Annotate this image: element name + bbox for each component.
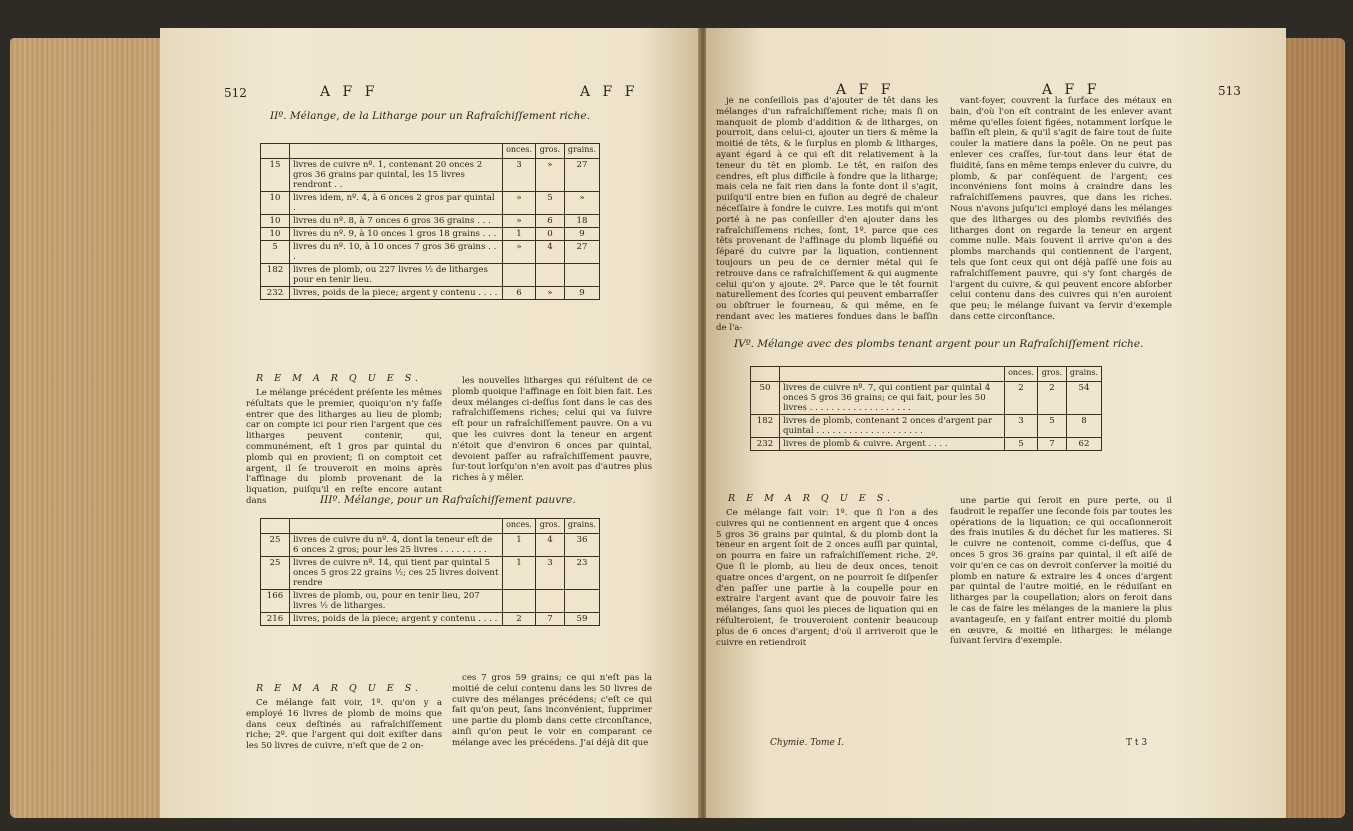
section-title: IVº. Mélange avec des plombs tenant argent pour un Rafraîchiſſement riche. [734, 338, 1144, 350]
body-text-col2: vant-foyer, couvrent la ſurface des métaux en bain, d'où l'on eſt contraint de les enlever avant même qu'elles ſoient figées, notamment lorſque le baſſin eſt plein, & qu'il s'agit de faire tout de ſuite couler la matiere dans la poêle. On ne peut pas enlever ces craſſes, ſur-tout dans leur état de fluidité, ſans en même temps enlever du cuivre, du plomb, & par conſéquent de l'argent; ces inconvéniens ſont moins à craindre dans les rafraîchiſſemens pauvres, que dans les riches. Nous n'avons juſqu'ici employé dans les mélanges que des litharges ou des plombs revivifiés des litharges dont on regarde la teneur en argent comme nulle. Mais ſouvent il arrive qu'on a des plombs marchands qui contiennent de l'argent, tels que ſont ceux qui ont déjà paſſé une fois au rafraîchiſſement pauvre, qui s'y ſont chargés de l'argent du cuivre, & qui peuvent encore abſorber celui contenu dans des cuivres qui n'en auroient que peu; le mélange ſuivant va ſervir d'exemple dans cette circonſtance. [950, 96, 1172, 322]
table-total-row: 232 livres, poids de la piece; argent y contenu . . . . 6 » 9 [261, 287, 600, 300]
table-row: 5 livres du nº. 10, à 10 onces 7 gros 36 grains . . . » 4 27 [261, 241, 600, 264]
footer-signature: Chymie. Tome I. [770, 738, 845, 748]
table-row: 15 livres de cuivre nº. 1, contenant 20 onces 2 gros 36 grains par quintal, les 15 livres rendront . . 3 » 27 [261, 159, 600, 192]
table-row: 10 livres du nº. 8, à 7 onces 6 gros 36 grains . . . » 6 18 [261, 215, 600, 228]
left-page [160, 28, 702, 818]
table-row: 182 livres de plomb, ou 227 livres ½ de litharges pour en tenir lieu. [261, 264, 600, 287]
running-header-right: A F F [1042, 82, 1101, 98]
page-number: 513 [1218, 84, 1241, 98]
table-row: 166 livres de plomb, ou, pour en tenir lieu, 207 livres ½ de litharges. [261, 590, 600, 613]
table-total-row: 216 livres, poids de la piece; argent y contenu . . . . 2 7 59 [261, 613, 600, 626]
remarques-text-col2: les nouvelles litharges qui réſultent de ce plomb quoique l'affinage en ſoit bien fait. Les deux mélanges ci-deſſus ſont dans le cas des rafraîchiſſemens riches; celui qui va ſuivre eſt pour un rafraîchiſſement pauvre. On a vu que les cuivres dont la teneur en argent n'étoit que d'environ 6 onces par quintal, devoient paſſer au rafraîchiſſement pauvre, ſur-tout lorſqu'on n'en avoit pas d'autres plus riches à y mêler. [452, 376, 652, 484]
page-edges-right [1285, 38, 1345, 818]
section-title: IIIº. Mélange, pour un Rafraîchiſſement pauvre. [320, 494, 576, 506]
page-edges-left [10, 38, 160, 818]
table-total-row: 232 livres de plomb & cuivre. Argent . . . . 5 7 62 [751, 438, 1102, 451]
remarques-heading: R E M A R Q U E S. [256, 373, 422, 384]
table-row: 10 livres du nº. 9, à 10 onces 1 gros 18 grains . . . 1 0 9 [261, 228, 600, 241]
signature-mark: T t 3 [1126, 738, 1148, 748]
table-row: 50 livres de cuivre nº. 7, qui contient par quintal 4 onces 5 gros 36 grains; ce qui fait, pour les 50 livres . . . . . . . . . . . . . . . . . . . 2 2 54 [751, 382, 1102, 415]
remarques-text-col1: Ce mélange fait voir, 1º. qu'on y a employé 16 livres de plomb de moins que dans ceux deſtinés au rafraîchiſſement riche; 2º. que l'argent qui doit exiſter dans les 50 livres de cuivre, n'eſt que de 2 on- [246, 698, 442, 752]
table-row: 10 livres idem, nº. 4, à 6 onces 2 gros par quintal . » 5 » [261, 192, 600, 215]
table-row: 182 livres de plomb, contenant 2 onces d'argent par quintal . . . . . . . . . . . . . . . . . . . . 3 5 8 [751, 415, 1102, 438]
body-text-col1: je ne conſeillois pas d'ajouter de têt dans les mélanges d'un rafraîchiſſement riche; mais ſi on manquoit de plomb d'addition & de litharges, on pourroit, dans celui-ci, ajouter un tiers & même la moitié de têts, & le ſurplus en plomb & litharges, ayant égard à ce qui eſt dit relativement à la teneur du têt en plomb. Le têt, en raiſon des cendres, eſt plus difficile à fondre que la litharge; mais cela ne fait rien dans la fonte dont il s'agit, puiſqu'il entre bien en fuſion au degré de chaleur néceſſaire à fondre le cuivre. Les motifs qui m'ont porté à ne pas conſeiller d'en ajouter dans les rafraîchiſſemens riches, ſont, 1º. parce que ces têts provenant de l'affinage du plomb liquéfié ou ſéparé du cuivre par la liquation, contiennent toujours un peu de ce dernier métal qui ſe retrouve dans ce rafraîchiſſement & qui augmente celui qu'on y ajoute. 2º. Parce que le têt fournit naturellement des ſcories qui peuvent embarraſſer ou obſtruer le fourneau, & qui même, en ſe rendant avec les matieres fondues dans le baſſin de l'a- [716, 96, 938, 333]
remarques-heading: R E M A R Q U E S. [256, 683, 422, 694]
remarques-text-col2: ces 7 gros 59 grains; ce qui n'eſt pas la moitié de celui contenu dans les 50 livres de cuivre des mélanges précédens; c'eſt ce qui fait qu'on peut, ſans inconvénient, ſupprimer une partie du plomb dans cette circonſtance, ainſi qu'on peut le voir en comparant ce mélange avec les précédens. J'ai déjà dit que [452, 673, 652, 748]
table-melange-3: onces. gros. grains. 25 livres de cuivre du nº. 4, dont la teneur eſt de 6 onces 2 gros; pour les 25 livres . . . . . . . . . 1 4 36 25 livres de cuivre nº. 14, qui tient par quintal 5 onces 5 gros 22 grains ½; ces 25 livres doivent rendre 1 3 23 166 livres de plomb, ou, pour en tenir lieu, 207 livres ½ de litharges. 216 livres, poids de la piece; argent y contenu . . . . 2 7 59 [260, 518, 600, 626]
remarques-text-col1: Le mélange précédent préſente les mêmes réſultats que le premier, quoiqu'on n'y faſſe entrer que des litharges au lieu de plomb; car on compte ici pour rien l'argent que ces litharges peuvent contenir, qui, communément, eſt 1 gros par quintal du plomb qui en provient; ſi on comptoit cet argent, il ſe trouveroit en moins après l'affinage du plomb provenant de la liquation, puiſqu'il en reſte encore autant dans [246, 388, 443, 506]
section-title: IIº. Mélange, de la Litharge pour un Rafraîchiſſement riche. [270, 110, 590, 122]
page-number: 512 [224, 86, 247, 100]
table-row: 25 livres de cuivre du nº. 4, dont la teneur eſt de 6 onces 2 gros; pour les 25 livres . . . . . . . . . 1 4 36 [261, 534, 600, 557]
remarques-text-col2: une partie qui ſeroit en pure perte, ou il faudroit le repaſſer une ſeconde fois par toutes les opérations de la liquation; ce qui occaſionneroit des frais inutiles & du déchet ſur les matieres. Si le cuivre ne contenoit, comme ci-deſſus, que 4 onces 5 gros 36 grains par quintal, il eſt aiſé de voir qu'en ce cas on devroit conſerver la moitié du plomb en nature & extraire les 4 onces d'argent par quintal de l'autre moitié, en le réduiſant en litharges par la coupellation; alors on feroit dans le cas de faire les mélanges de la maniere la plus avantageuſe, en y faiſant entrer moitié du plomb en œuvre, & moitié en litharges: le mélange ſuivant ſervira d'exemple. [950, 496, 1172, 647]
table-melange-4: onces. gros. grains. 50 livres de cuivre nº. 7, qui contient par quintal 4 onces 5 gros 36 grains; ce qui fait, pour les 50 livres . . . . . . . . . . . . . . . . . . . 2 2 54 182 livres de plomb, contenant 2 onces d'argent par quintal . . . . . . . . . . . . . . . . . . . . 3 5 8 232 livres de plomb & cuivre. Argent . . . . 5 7 62 [750, 366, 1102, 451]
running-header-left: A F F [836, 82, 895, 98]
remarques-text-col1: Ce mélange fait voir: 1º. que ſi l'on a des cuivres qui ne contiennent en argent que 4 onces 5 gros 36 grains par quintal, & du plomb dont la teneur en argent ſoit de 2 onces auſſi par quintal, on pourra en faire un rafraîchiſſement riche. 2º. Que ſi le plomb, au lieu de deux onces, tenoit quatre onces d'argent, on ne pourroit ſe diſpenſer d'en paſſer une partie à la coupelle pour en extraire l'argent avant que de pouvoir faire les mélanges, ſans quoi les pieces de liquation qui en réſulteroient, ſe trouveroient contenir beaucoup plus de 6 onces d'argent; d'où il arriveroit que le cuivre en retiendroit [716, 508, 938, 648]
table-melange-2: onces. gros. grains. 15 livres de cuivre nº. 1, contenant 20 onces 2 gros 36 grains par quintal, les 15 livres rendront . . 3 » 27 10 livres idem, nº. 4, à 6 onces 2 gros par quintal . » 5 » 10 livres du nº. 8, à 7 onces 6 gros 36 grains . . . » 6 18 10 livres du nº. 9, à 10 onces 1 gros 18 grains . . . 1 0 9 5 livres du nº. 10, à 10 onces 7 gros 36 grains . . . » 4 27 182 livres de plomb, ou 227 livres ½ de litharges pour en tenir lieu. 232 livres, poids de la piece; argent y contenu . . . . 6 » 9 [260, 143, 600, 300]
open-book [10, 8, 1345, 826]
table-row: 25 livres de cuivre nº. 14, qui tient par quintal 5 onces 5 gros 22 grains ½; ces 25 livres doivent rendre 1 3 23 [261, 557, 600, 590]
remarques-heading: R E M A R Q U E S. [728, 493, 894, 504]
running-header-left: A F F [320, 84, 379, 100]
running-header-right: A F F [580, 84, 639, 100]
right-page [706, 28, 1286, 818]
